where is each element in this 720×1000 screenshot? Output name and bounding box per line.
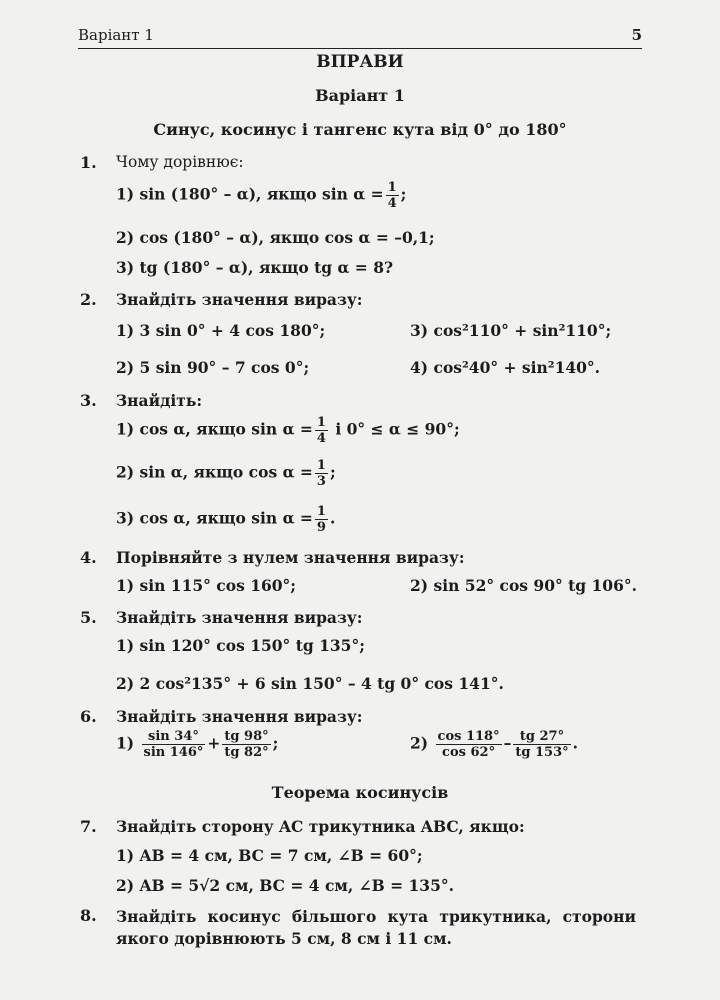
ex7-text: Знайдіть сторону AC трикутника ABC, якщо: xyxy=(116,817,525,836)
subheading: Варіант 1 xyxy=(315,86,405,105)
ex2-item2: 2) 5 sin 90° – 7 cos 0°; xyxy=(116,358,310,377)
ex4-number: 4. xyxy=(80,548,97,567)
ex2-item3: 3) cos²110° + sin²110°; xyxy=(410,321,612,340)
page-number: 5 xyxy=(631,26,642,44)
ex1-number: 1. xyxy=(80,153,97,172)
ex5-item2: 2) 2 cos²135° + 6 sin 150° – 4 tg 0° cos 141°. xyxy=(116,674,504,693)
ex4-item1: 1) sin 115° cos 160°; xyxy=(116,576,297,595)
topic-cosine-theorem: Теорема косинусів xyxy=(271,783,449,802)
ex3-text: Знайдіть: xyxy=(116,391,203,410)
ex6-number: 6. xyxy=(80,707,97,726)
ex1-item3: 3) tg (180° – α), якщо tg α = 8? xyxy=(116,258,394,277)
ex6-text: Знайдіть значення виразу: xyxy=(116,707,363,726)
ex5-item1: 1) sin 120° cos 150° tg 135°; xyxy=(116,636,365,655)
ex6-item1: 1) $\frac{\sin 34^\circ}{\sin 146^\circ}$ + $\frac{tg 98^\circ}{tg 82^\circ}$ ; xyxy=(116,729,279,760)
running-header xyxy=(78,24,642,49)
ex3-item1: 1) cos α, якщо sin α = $\frac{1}{4}$ і 0° ≤ α ≤ 90°; xyxy=(116,415,460,446)
ex3-item3: 3) cos α, якщо sin α = $\frac{1}{9}$ . xyxy=(116,504,336,535)
ex7-number: 7. xyxy=(80,817,97,836)
ex3-item2: 2) sin α, якщо cos α = $\frac{1}{3}$ ; xyxy=(116,458,336,489)
header-title: Варіант 1 xyxy=(78,26,154,44)
ex1-item2: 2) cos (180° – α), якщо cos α = –0,1; xyxy=(116,228,435,247)
ex1-item1: 1) sin (180° – α), якщо sin α = $\frac{1}{4}$ ; xyxy=(116,180,407,211)
ex2-item1: 1) 3 sin 0° + 4 cos 180°; xyxy=(116,321,326,340)
ex2-item4: 4) cos²40° + sin²140°. xyxy=(410,358,601,377)
ex8-number: 8. xyxy=(80,906,97,925)
ex5-text: Знайдіть значення виразу: xyxy=(116,608,363,627)
heading: ВПРАВИ xyxy=(316,52,404,72)
ex4-text: Порівняйте з нулем значення виразу: xyxy=(116,548,465,567)
ex8-text: Знайдіть косинус більшого кута трикутника, сторони якого дорівнюють 5 см, 8 см і 11 см. xyxy=(116,907,636,949)
ex6-item2: 2) $\frac{\cos 118^\circ}{\cos 62^\circ}$ – $\frac{tg 27^\circ}{tg 153^\circ}$ . xyxy=(410,729,579,760)
ex1-text: Чому дорівнює: xyxy=(116,153,244,171)
topic-sines: Синус, косинус і тангенс кута від 0° до 180° xyxy=(153,120,567,139)
ex2-number: 2. xyxy=(80,290,97,309)
ex2-text: Знайдіть значення виразу: xyxy=(116,290,363,309)
ex7-item1: 1) AB = 4 см, BC = 7 см, ∠B = 60°; xyxy=(116,846,423,865)
ex7-item2: 2) AB = 5√2 см, BC = 4 см, ∠B = 135°. xyxy=(116,876,455,895)
ex3-number: 3. xyxy=(80,391,97,410)
ex5-number: 5. xyxy=(80,608,97,627)
ex4-item2: 2) sin 52° cos 90° tg 106°. xyxy=(410,576,638,595)
